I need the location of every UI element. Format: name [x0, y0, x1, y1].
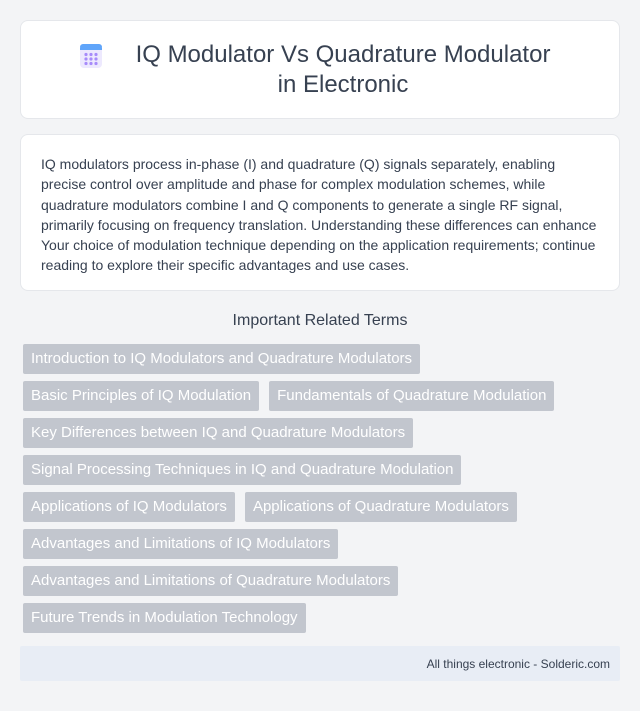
related-term-tag[interactable]: Basic Principles of IQ Modulation	[23, 381, 259, 411]
related-term-tag[interactable]: Key Differences between IQ and Quadrature Modulators	[23, 418, 413, 448]
page-title: IQ Modulator Vs Quadrature Modulator in Electronic	[135, 40, 551, 98]
summary-card	[20, 134, 620, 291]
title-row	[21, 40, 619, 100]
footer-text: All things electronic - Solderic.com	[426, 656, 610, 671]
related-term-tag[interactable]: Signal Processing Techniques in IQ and Quadrature Modulation	[23, 455, 461, 485]
related-term-tag[interactable]: Applications of Quadrature Modulators	[245, 492, 517, 522]
summary-text: IQ modulators process in-phase (I) and quadrature (Q) signals separately, enabling precise control over amplitude and phase for complex modulation schemes, while quadrature modulators combine I and Q components to generate a single RF signal, primarily focusing on frequency translation. Understanding these differences can enhance Your choice of modulation technique depending on the application requirements; continue reading to explore their specific advantages and use cases.	[41, 156, 597, 274]
related-term-tag[interactable]: Applications of IQ Modulators	[23, 492, 235, 522]
related-terms-heading: Important Related Terms	[232, 312, 408, 329]
related-terms-list	[23, 344, 623, 633]
footer	[20, 646, 620, 681]
related-term-tag[interactable]: Future Trends in Modulation Technology	[23, 603, 306, 633]
calculator-icon	[77, 42, 105, 70]
related-term-tag[interactable]: Fundamentals of Quadrature Modulation	[269, 381, 554, 411]
related-term-tag[interactable]: Introduction to IQ Modulators and Quadrature Modulators	[23, 344, 420, 374]
related-term-tag[interactable]: Advantages and Limitations of Quadrature Modulators	[23, 566, 398, 596]
title-card	[20, 20, 620, 119]
related-term-tag[interactable]: Advantages and Limitations of IQ Modulators	[23, 529, 338, 559]
